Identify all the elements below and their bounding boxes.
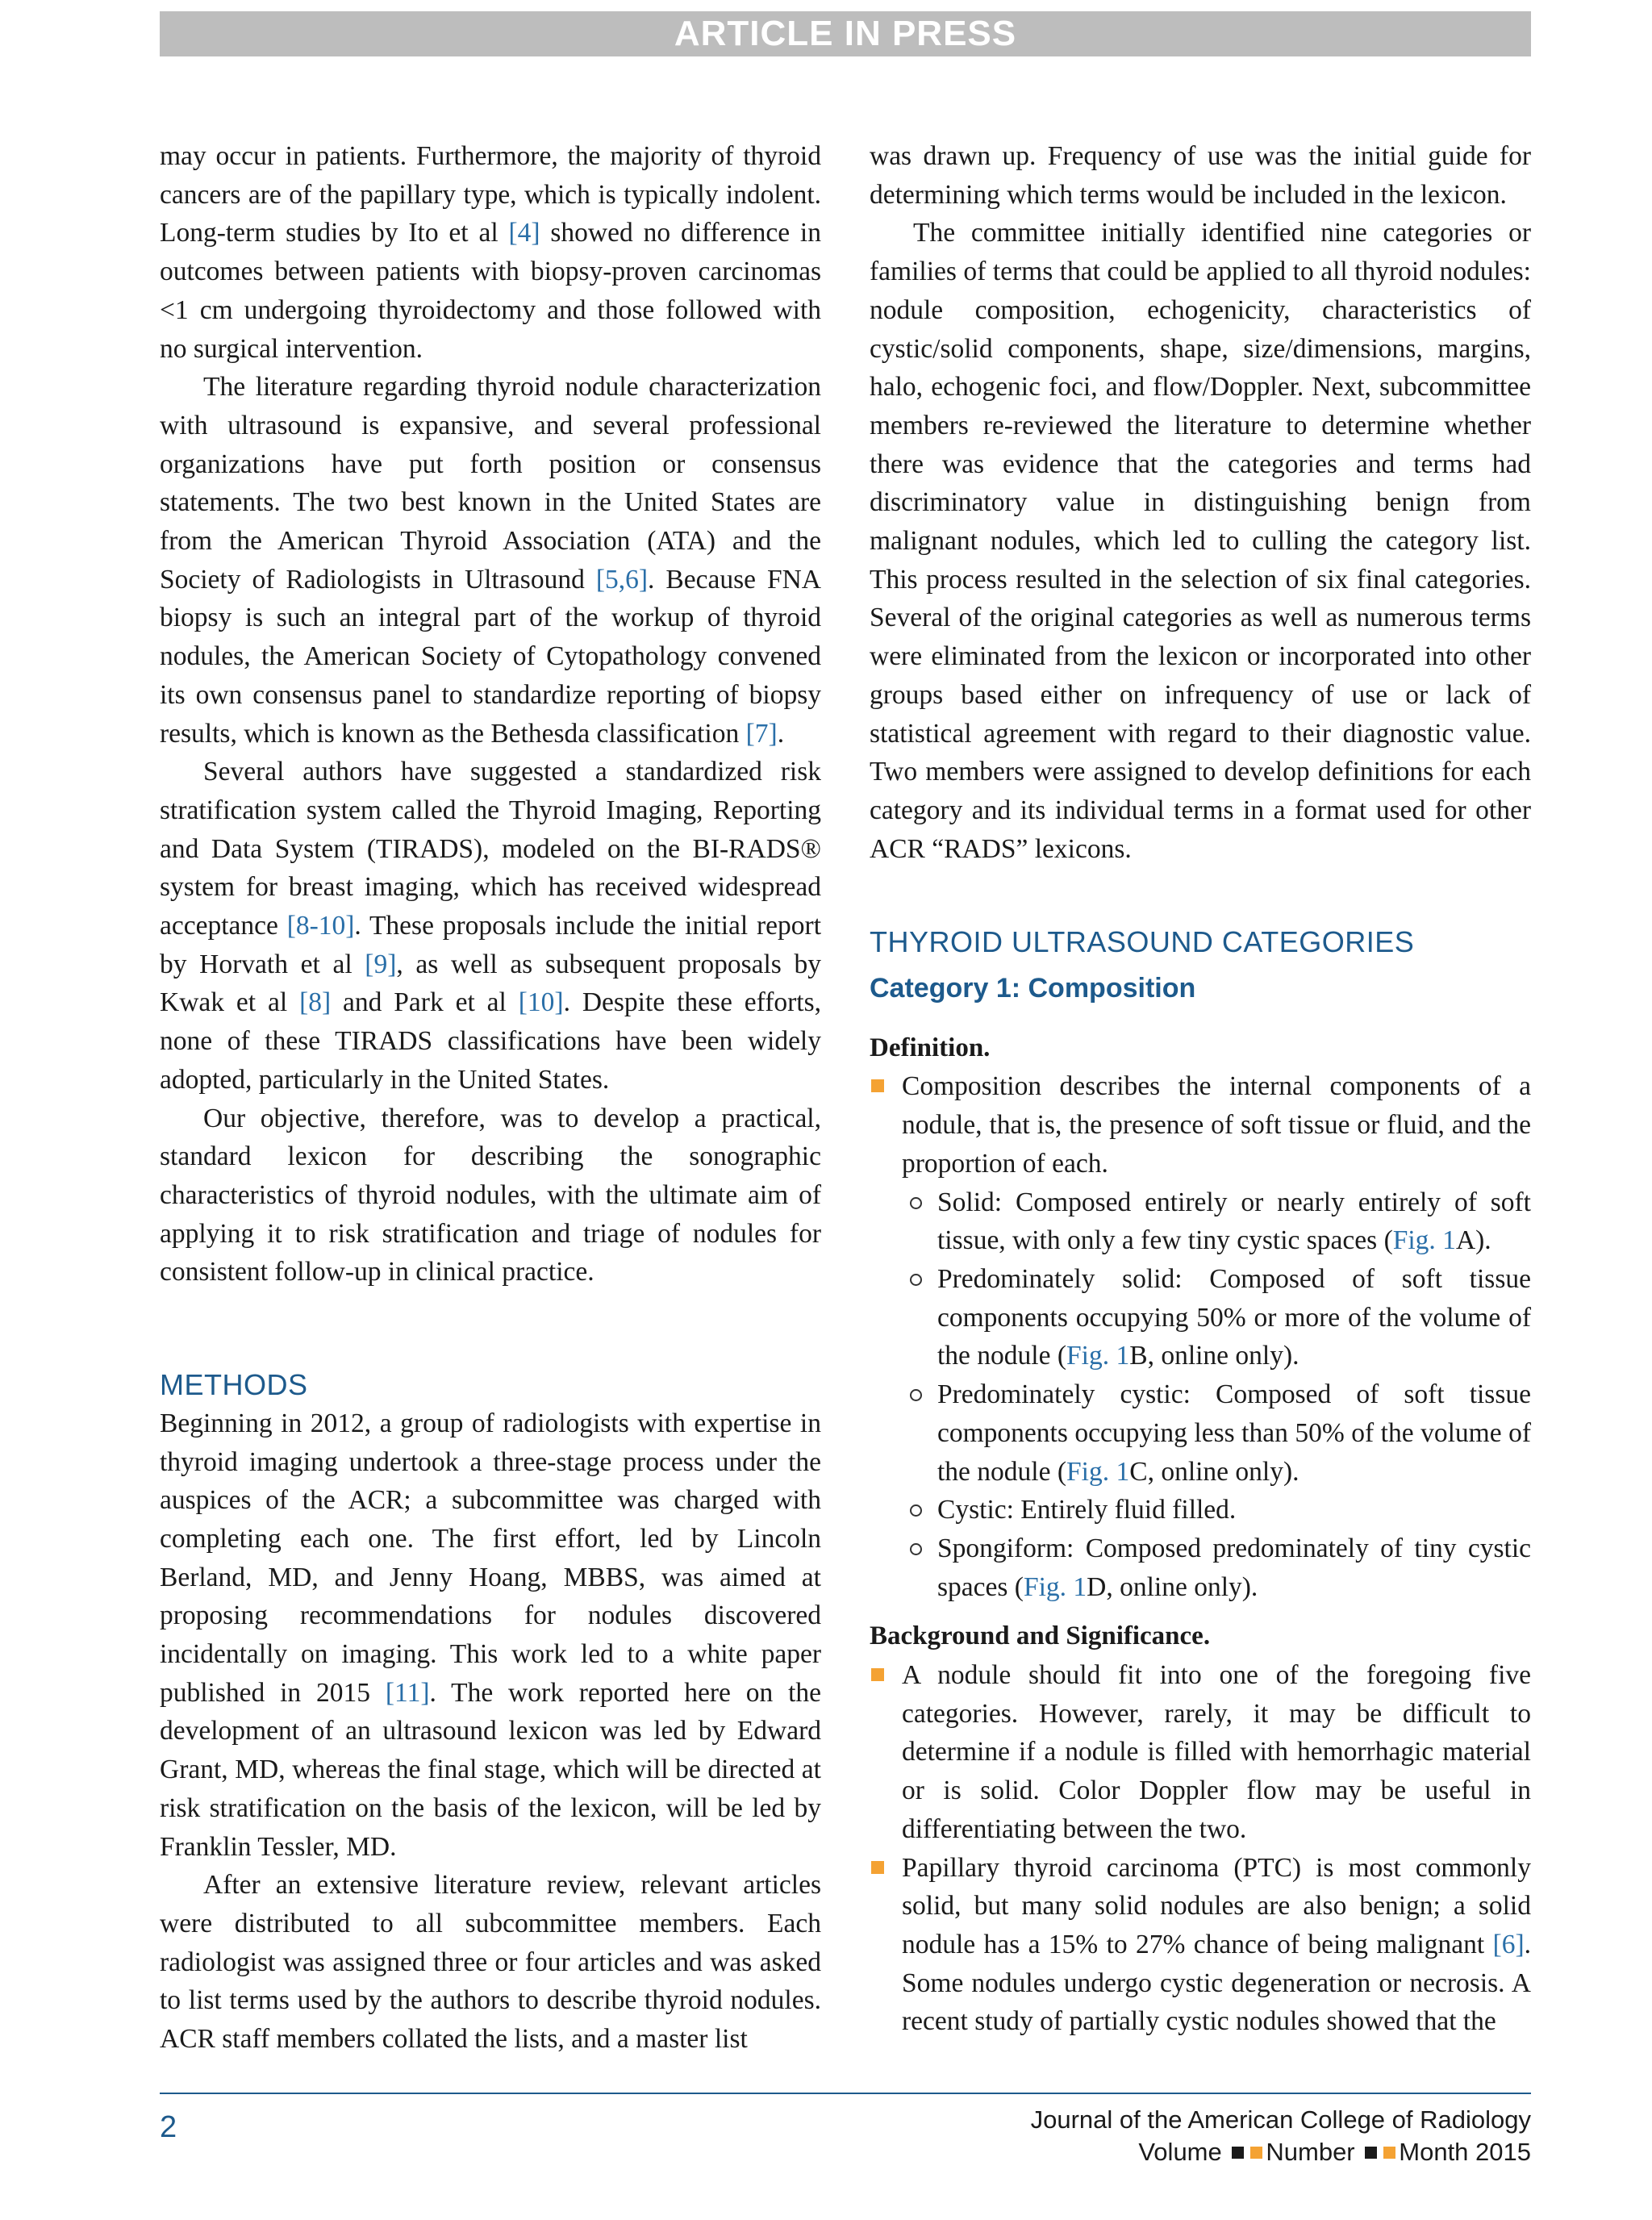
subsection-heading-composition: Category 1: Composition <box>870 973 1196 1004</box>
journal-issue: Volume Number Month 2015 <box>1138 2138 1531 2166</box>
figure-link[interactable]: Fig. 1 <box>1066 1456 1130 1487</box>
list-item: Spongiform: Composed predominately of tiny cystic spaces (Fig. 1D, online only). <box>902 1529 1531 1606</box>
paragraph: Beginning in 2012, a group of radiologists with expertise in thyroid imaging undertook a three-stage process under the auspices of the ACR; a subcommittee was charged with completing each one. The first effort, led by Lincoln Berland, MD, and Jenny Hoang, MBBS, was aimed at proposing recommendations for nodules discovered incidentally on imaging. This work led to a white paper published in 2015 [11]. The work reported here on the development of an ultrasound lexicon was led by Edward Grant, MD, whereas the final stage, which will be directed at risk stratification on the basis of the lexicon, will be led by Franklin Tessler, MD. <box>160 1408 821 1862</box>
paragraph: The committee initially identified nine categories or families of terms that could be applied to all thyroid nodules: nodule composition, echogenicity, characteristics of cystic/solid components, shape, size/dimensions, margins, halo, echogenic foci, and flow/Doppler. Next, subcommittee members re-reviewed the literature to determine whether there was evidence that the categories and terms had discriminatory value in distinguishing benign from malignant nodules, which led to culling the category list. This process resulted in the selection of six final categories. Several of the original categories as well as numerous terms were eliminated from the lexicon or incorporated into other groups based either on infrequency of use or lack of statistical agreement with regard to their diagnostic value. Two members were assigned to develop definitions for each category and its individual terms in a format used for other ACR “RADS” lexicons. <box>870 218 1531 864</box>
paragraph: may occur in patients. Furthermore, the majority of thyroid cancers are of the papillary type, which is typically indolent. Long-term studies by Ito et al [4] showed no difference in outcomes between patients with biopsy-proven carcinomas <1 cm undergoing thyroidectomy and those followed with no surgical intervention. <box>160 141 821 364</box>
page-number: 2 <box>160 2110 177 2144</box>
citation-link[interactable]: [5,6] <box>595 564 648 595</box>
journal-title: Journal of the American College of Radiology <box>1030 2105 1531 2134</box>
square-icon <box>1250 2147 1262 2159</box>
list-item: Cystic: Entirely fluid filled. <box>902 1491 1531 1529</box>
paragraph: Several authors have suggested a standardized risk stratification system called the Thyroid Imaging, Reporting and Data System (TIRADS), modeled on the BI-RADS® system for breast imaging, which has received widespread acceptance [8-10]. These proposals include the initial report by Horvath et al [9], as well as subsequent proposals by Kwak et al [8] and Park et al [10]. Despite these efforts, none of these TIRADS classifications have been widely adopted, particularly in the United States. <box>160 757 821 1095</box>
journal-footer <box>1031 2104 1531 2168</box>
list-item: Predominately cystic: Composed of soft tissue components occupying less than 50% of the volume of the nodule (Fig. 1C, online only). <box>902 1375 1531 1491</box>
citation-link[interactable]: [8-10] <box>286 911 355 941</box>
section-heading-methods: METHODS <box>160 1368 308 1402</box>
section-heading-categories: THYROID ULTRASOUND CATEGORIES <box>870 925 1415 959</box>
list-item: A nodule should fit into one of the foregoing five categories. However, rarely, it may be difficult to determine if a nodule is filled with hemorrhagic material or is solid. Color Doppler flow may be useful in differentiating between the two. <box>870 1656 1531 1849</box>
paragraph: After an extensive literature review, relevant articles were distributed to all subcommittee members. Each radiologist was assigned three or four articles and was asked to list terms used by the authors to describe thyroid nodules. ACR staff members collated the lists, and a master list <box>160 1870 821 2055</box>
citation-link[interactable]: [4] <box>508 218 540 248</box>
figure-link[interactable]: Fig. 1 <box>1023 1571 1087 1602</box>
citation-link[interactable]: [8] <box>299 987 332 1018</box>
square-icon <box>1232 2147 1244 2159</box>
figure-link[interactable]: Fig. 1 <box>1066 1341 1130 1371</box>
citation-link[interactable]: [10] <box>518 987 564 1018</box>
background-label: Background and Significance. <box>870 1621 1211 1651</box>
left-column <box>160 137 821 2059</box>
list-item: Papillary thyroid carcinoma (PTC) is most commonly solid, but many solid nodules are also benign; a solid nodule has a 15% to 27% chance of being malignant [6]. Some nodules undergo cystic degeneration or necrosis. A recent study of partially cystic nodules showed that the <box>870 1849 1531 2042</box>
list-item: Composition describes the internal components of a nodule, that is, the presence of soft tissue or fluid, and the proportion of each. Solid: Composed entirely or nearly entirely of soft tissue, with only a few tiny cystic spaces (Fig. 1A). Predominately solid: Composed of soft tissue components occupying 50% or more of the volume of the nodule (Fig. 1B, online only). Predominately cystic: Composed of soft tissue components occupying less than 50% of the volume of the nodule (Fig. 1C, online only). Cystic: Entirely fluid filled. Spongiform: Composed predominately of tiny cystic spaces (Fig. 1D, online only). <box>870 1067 1531 1606</box>
square-icon <box>1383 2147 1395 2159</box>
citation-link[interactable]: [7] <box>745 718 778 749</box>
citation-link[interactable]: [9] <box>365 949 397 979</box>
definition-label: Definition. <box>870 1033 991 1062</box>
paragraph: The literature regarding thyroid nodule characterization with ultrasound is expansive, and several professional organizations have put forth position or consensus statements. The two best known in the United States are from the American Thyroid Association (ATA) and the Society of Radiologists in Ultrasound [5,6]. Because FNA biopsy is such an integral part of the workup of thyroid nodules, the American Society of Cytopathology convened its own consensus panel to standardize reporting of biopsy results, which is known as the Bethesda classification [7]. <box>160 372 821 749</box>
list-item: Predominately solid: Composed of soft tissue components occupying 50% or more of the volume of the nodule (Fig. 1B, online only). <box>902 1260 1531 1375</box>
paragraph: was drawn up. Frequency of use was the initial guide for determining which terms would be included in the lexicon. <box>870 141 1531 210</box>
citation-link[interactable]: [6] <box>1492 1929 1525 1959</box>
definition-list <box>870 1067 1531 1606</box>
background-list <box>870 1656 1531 2041</box>
square-icon <box>1365 2147 1377 2159</box>
footer-divider <box>160 2093 1531 2094</box>
citation-link[interactable]: [11] <box>385 1677 430 1708</box>
article-in-press-banner: ARTICLE IN PRESS <box>160 11 1531 56</box>
figure-link[interactable]: Fig. 1 <box>1392 1225 1456 1256</box>
composition-sublist <box>902 1183 1531 1607</box>
list-item: Solid: Composed entirely or nearly entirely of soft tissue, with only a few tiny cystic spaces (Fig. 1A). <box>902 1183 1531 1260</box>
paragraph: Our objective, therefore, was to develop a practical, standard lexicon for describing the sonographic characteristics of thyroid nodules, with the ultimate aim of applying it to risk stratification and triage of nodules for consistent follow-up in clinical practice. <box>160 1103 821 1287</box>
right-column <box>870 137 1531 2041</box>
